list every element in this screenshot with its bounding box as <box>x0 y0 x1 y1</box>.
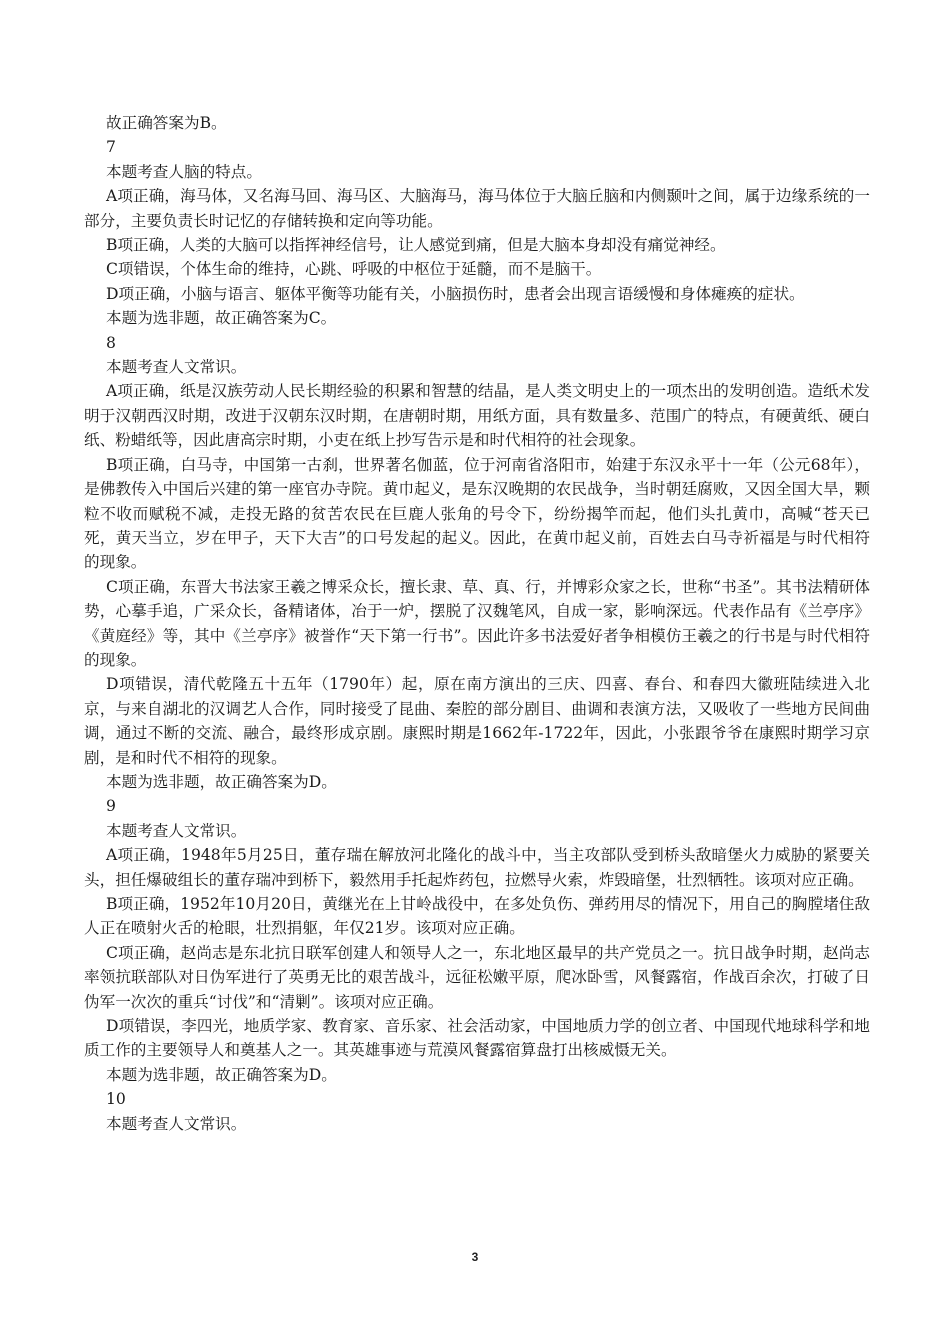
answer-line: 本题为选非题，故正确答案为C。 <box>106 309 337 328</box>
page-number: 3 <box>471 1250 479 1264</box>
option-explanation: D项正确，小脑与语言、躯体平衡等功能有关，小脑损伤时，患者会出现言语缓慢和身体瘫痪的症状。 <box>106 284 805 303</box>
option-explanation: C项正确，东晋大书法家王羲之博采众长，擅长隶、草、真、行，并博彩众家之长，世称“书圣”。其书法精研体势，心摹手追，广采众长，备精诸体，冶于一炉，摆脱了汉魏笔风，自成一家，影响深远。代表作品有《兰亭序》《黄庭经》等，其中《兰亭序》被誉作“天下第一行书”。因此许多书法爱好者争相模仿王羲之的行书是与时代相符的现象。 <box>84 577 870 669</box>
question-number: 8 <box>106 333 116 352</box>
question-intro: 本题考查人文常识。 <box>106 821 247 840</box>
option-explanation: A项正确，纸是汉族劳动人民长期经验的积累和智慧的结晶，是人类文明史上的一项杰出的发明创造。造纸术发明于汉朝西汉时期，改进于汉朝东汉时期，在唐朝时期，用纸方面，具有数量多、范围广的特点，有硬黄纸、硬白纸、粉蜡纸等，因此唐高宗时期，小吏在纸上抄写告示是和时代相符的社会现象。 <box>84 382 870 450</box>
option-explanation: D项错误，李四光，地质学家、教育家、音乐家、社会活动家，中国地质力学的创立者、中国现代地球科学和地质工作的主要领导人和奠基人之一。其英雄事迹与荒漠风餐露宿算盘打出核威慑无关。 <box>84 1017 870 1060</box>
option-explanation: C项错误，个体生命的维持，心跳、呼吸的中枢位于延髓，而不是脑干。 <box>106 260 602 279</box>
option-explanation: A项正确，海马体，又名海马回、海马区、大脑海马，海马体位于大脑丘脑和内侧颞叶之间，属于边缘系统的一部分，主要负责长时记忆的存储转换和定向等功能。 <box>84 187 870 230</box>
question-intro: 本题考查人文常识。 <box>106 1114 247 1133</box>
option-explanation: A项正确，1948年5月25日，董存瑞在解放河北隆化的战斗中，当主攻部队受到桥头敌暗堡火力威胁的紧要关头，担任爆破组长的董存瑞冲到桥下，毅然用手托起炸药包，拉燃导火索，炸毁暗堡，壮烈牺牲。该项对应正确。 <box>84 846 870 889</box>
answer-line: 本题为选非题，故正确答案为D。 <box>106 772 337 791</box>
option-explanation: D项错误，清代乾隆五十五年（1790年）起，原在南方演出的三庆、四喜、春台、和春四大徽班陆续进入北京，与来自湖北的汉调艺人合作，同时接受了昆曲、秦腔的部分剧目、曲调和表演方法，又吸收了一些地方民间曲调，通过不断的交流、融合，最终形成京剧。康熙时期是1662年-1722年，因此，小张跟爷爷在康熙时期学习京剧，是和时代不相符的现象。 <box>84 675 870 767</box>
answer-line: 故正确答案为B。 <box>106 114 227 132</box>
question-intro: 本题考查人文常识。 <box>106 358 247 377</box>
question-number: 7 <box>106 138 116 157</box>
question-number: 10 <box>106 1090 126 1109</box>
option-explanation: B项正确，人类的大脑可以指挥神经信号，让人感觉到痛，但是大脑本身却没有痛觉神经。 <box>106 236 726 255</box>
question-intro: 本题考查人脑的特点。 <box>106 162 262 181</box>
option-explanation: C项正确，赵尚志是东北抗日联军创建人和领导人之一，东北地区最早的共产党员之一。抗日战争时期，赵尚志率领抗联部队对日伪军进行了英勇无比的艰苦战斗，远征松嫩平原，爬冰卧雪，风餐露宿，作战百余次，打破了日伪军一次次的重兵“讨伐”和“清剿”。该项对应正确。 <box>84 943 870 1011</box>
page-content <box>84 111 870 1136</box>
option-explanation: B项正确，1952年10月20日，黄继光在上甘岭战役中，在多处负伤、弹药用尽的情况下，用自己的胸膛堵住敌人正在喷射火舌的枪眼，壮烈捐躯，年仅21岁。该项对应正确。 <box>84 895 870 938</box>
answer-line: 本题为选非题，故正确答案为D。 <box>106 1065 337 1084</box>
question-number: 9 <box>106 797 116 816</box>
option-explanation: B项正确，白马寺，中国第一古刹，世界著名伽蓝，位于河南省洛阳市，始建于东汉永平十一年（公元68年），是佛教传入中国后兴建的第一座官办寺院。黄巾起义，是东汉晚期的农民战争，当时朝廷腐败，又因全国大旱，颗粒不收而赋税不减，走投无路的贫苦农民在巨鹿人张角的号令下，纷纷揭竿而起，他们头扎黄巾，高喊“苍天已死，黄天当立，岁在甲子，天下大吉”的口号发起的起义。因此，在黄巾起义前，百姓去白马寺祈福是与时代相符的现象。 <box>84 455 870 572</box>
